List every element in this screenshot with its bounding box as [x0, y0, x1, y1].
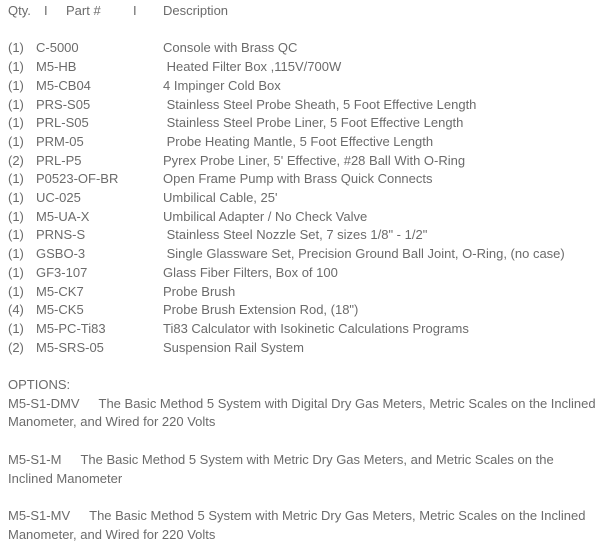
description-cell: Ti83 Calculator with Isokinetic Calculations Programs: [163, 320, 469, 336]
part-number-cell: M5-HB: [36, 59, 77, 75]
table-row: [8, 264, 599, 283]
qty-cell: (2): [8, 339, 24, 355]
table-row: [8, 339, 599, 358]
table-row: [8, 39, 599, 58]
table-row: [8, 283, 599, 302]
part-number-cell: C-5000: [36, 40, 79, 56]
options-section: [8, 376, 599, 544]
part-number-cell: P0523-OF-BR: [36, 171, 119, 187]
description-cell: Heated Filter Box ,115V/700W: [163, 59, 342, 75]
table-row: [8, 133, 599, 152]
table-row: [8, 320, 599, 339]
description-cell: Probe Brush: [163, 283, 236, 299]
description-cell: 4 Impinger Cold Box: [163, 77, 281, 93]
table-row: [8, 301, 599, 320]
description-cell: Stainless Steel Nozzle Set, 7 sizes 1/8" - 1/2": [163, 227, 428, 243]
part-number-cell: M5-CK5: [36, 302, 84, 318]
description-column-header: Description: [163, 3, 229, 18]
qty-cell: (1): [8, 208, 24, 224]
qty-cell: (1): [8, 96, 24, 112]
column-separator: I: [133, 3, 137, 18]
table-row: [8, 226, 599, 245]
table-row: [8, 152, 599, 171]
description-cell: Umbilical Cable, 25': [163, 190, 278, 206]
qty-cell: (1): [8, 133, 24, 149]
description-cell: Open Frame Pump with Brass Quick Connects: [163, 171, 433, 187]
table-row: [8, 58, 599, 77]
table-row: [8, 77, 599, 96]
description-cell: Stainless Steel Probe Liner, 5 Foot Effective Length: [163, 115, 464, 131]
option-entry: [8, 451, 599, 488]
part-number-cell: PRS-S05: [36, 96, 91, 112]
part-number-cell: M5-UA-X: [36, 208, 90, 224]
header-gap: [8, 21, 599, 40]
part-number-cell: PRL-P5: [36, 152, 82, 168]
option-text: The Basic Method 5 System with Metric Dry Gas Meters, and Metric Scales on the Inclined Manometer: [8, 451, 554, 486]
part-number-cell: M5-PC-Ti83: [36, 320, 106, 336]
table-header: [8, 2, 599, 21]
qty-cell: (1): [8, 115, 24, 131]
qty-cell: (1): [8, 246, 24, 262]
description-cell: Glass Fiber Filters, Box of 100: [163, 264, 338, 280]
part-number-cell: PRNS-S: [36, 227, 86, 243]
qty-cell: (2): [8, 152, 24, 168]
part-number-cell: GF3-107: [36, 264, 88, 280]
options-heading: OPTIONS:: [8, 377, 71, 393]
table-row: [8, 189, 599, 208]
description-cell: Pyrex Probe Liner, 5' Effective, #28 Ball With O-Ring: [163, 152, 466, 168]
part-number-cell: GSBO-3: [36, 246, 86, 262]
qty-cell: (1): [8, 171, 24, 187]
description-cell: Single Glassware Set, Precision Ground Ball Joint, O-Ring, (no case): [163, 246, 565, 262]
qty-cell: (1): [8, 320, 24, 336]
option-entry: [8, 395, 599, 432]
part-number-cell: M5-CK7: [36, 283, 84, 299]
qty-cell: (1): [8, 227, 24, 243]
description-cell: Stainless Steel Probe Sheath, 5 Foot Effective Length: [163, 96, 477, 112]
description-cell: Probe Heating Mantle, 5 Foot Effective Length: [163, 133, 434, 149]
table-row: [8, 114, 599, 133]
option-text: The Basic Method 5 System with Metric Dry Gas Meters, Metric Scales on the Inclined Manometer, and Wired for 220 Volts: [8, 507, 586, 542]
qty-cell: (1): [8, 190, 24, 206]
table-row: [8, 96, 599, 115]
part-number-cell: M5-SRS-05: [36, 339, 104, 355]
qty-cell: (1): [8, 283, 24, 299]
part-number-cell: PRM-05: [36, 133, 84, 149]
table-row: [8, 208, 599, 227]
qty-column-header: Qty.: [8, 3, 31, 18]
part-column-header: Part #: [66, 3, 101, 18]
description-cell: Probe Brush Extension Rod, (18"): [163, 302, 359, 318]
description-cell: Suspension Rail System: [163, 339, 304, 355]
qty-cell: (1): [8, 40, 24, 56]
option-text: The Basic Method 5 System with Digital Dry Gas Meters, Metric Scales on the Inclined Manometer, and Wired for 220 Volts: [8, 395, 596, 430]
qty-cell: (1): [8, 59, 24, 75]
option-code: M5-S1-MV: [8, 507, 71, 523]
qty-cell: (1): [8, 264, 24, 280]
qty-cell: (1): [8, 77, 24, 93]
part-number-cell: UC-025: [36, 190, 81, 206]
table-row: [8, 170, 599, 189]
part-number-cell: PRL-S05: [36, 115, 89, 131]
column-separator: I: [44, 3, 48, 18]
option-entry: [8, 507, 599, 544]
description-cell: Console with Brass QC: [163, 40, 298, 56]
option-code: M5-S1-M: [8, 451, 62, 467]
part-number-cell: M5-CB04: [36, 77, 91, 93]
option-code: M5-S1-DMV: [8, 395, 80, 411]
table-row: [8, 245, 599, 264]
qty-cell: (4): [8, 302, 24, 318]
description-cell: Umbilical Adapter / No Check Valve: [163, 208, 368, 224]
